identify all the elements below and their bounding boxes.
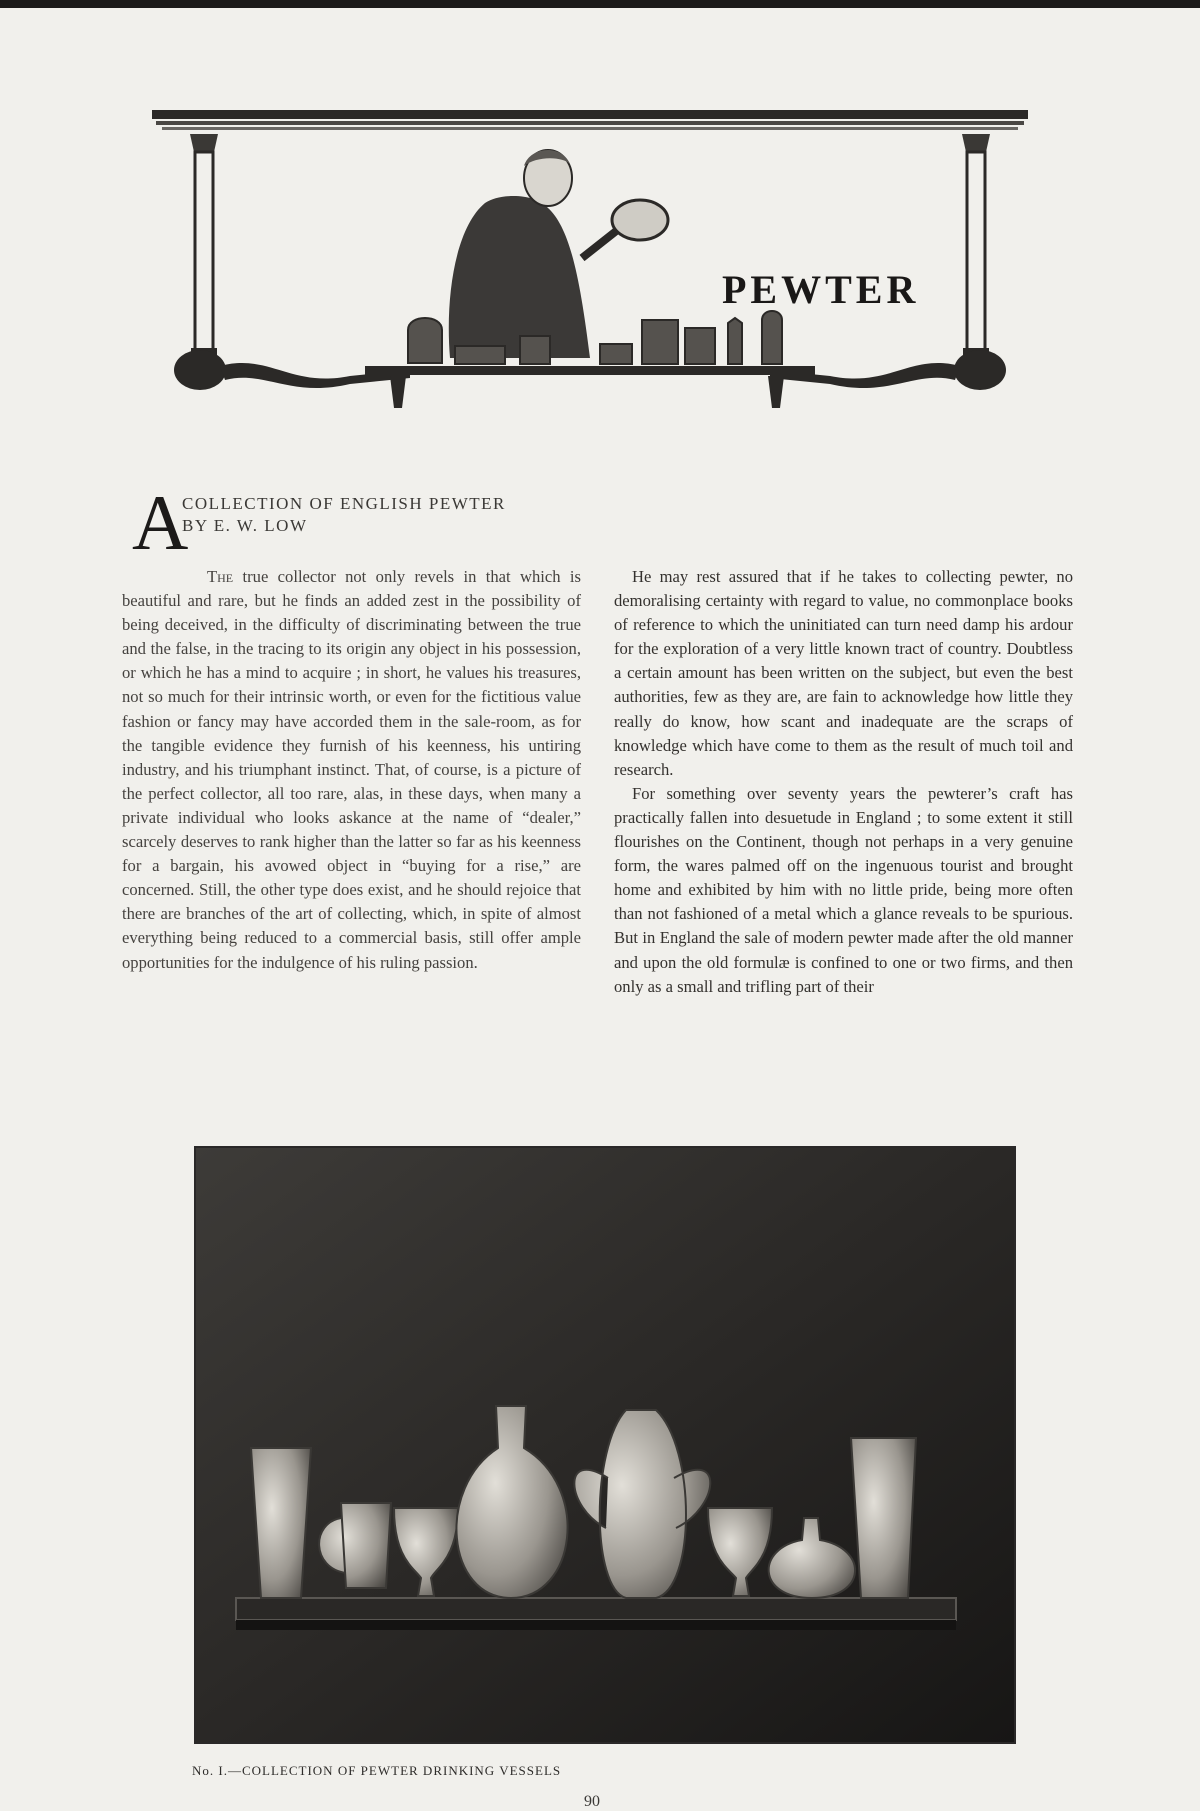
shelf-bracket-left <box>390 376 406 408</box>
text-column-left <box>122 565 581 975</box>
cornice-top <box>152 110 1028 119</box>
page-top-edge <box>0 0 1200 8</box>
drop-cap: A <box>132 479 189 566</box>
right-column <box>962 134 990 358</box>
photo-shelf-edge <box>236 1620 956 1630</box>
heading-byline: BY E. W. LOW <box>182 516 308 535</box>
paragraph: For something over seventy years the pewterer’s craft has practically fallen into desuetude in England ; to some extent it still flourishes on the Continent, though not perhaps in a very genuine form, the wares palmed off on the ingenuous tourist and brought home and exhibited by him with no little pride, being more often than not fashioned of a metal which a glance reveals to be spurious. But in England the sale of modern pewter made after the old manner and upon the old formulæ is confined to one or two firms, and then only as a small and trifling part of their <box>614 783 1073 996</box>
paragraph: He may rest assured that if he takes to collecting pewter, no demoralising certainty with regard to value, no commonplace books of reference to which the uninitiated can turn need damp his ardour for the exploration of a very little known tract of country. Doubtless a certain amount has been written on the subject, but even the best authorities, few as they are, are fain to acknowledge how little they really do know, how scant and inadequate are the scraps of knowledge which have come to them as the result of much toil and research. <box>614 567 1073 779</box>
pewter-vessels-photo <box>196 1148 1014 1742</box>
heading-title-line: COLLECTION OF ENGLISH PEWTER <box>182 494 506 513</box>
headpiece-title: PEWTER <box>722 267 920 312</box>
cornice-band <box>156 121 1024 125</box>
cornice-fillet <box>162 127 1018 130</box>
paragraph-body: true collector not only revels in that which is beautiful and rare, but he finds an added zest in the possibility of being deceived, in the difficulty of discriminating between the true and the false, in the tracing to its origin any object in his possession, or which he has a mind to acquire ; in short, he values his treasures, not so much for their intrinsic worth, or even for the fictitious value fashion or fancy may have accorded them in the sale-room, as for the tangible evidence they furnish of his keenness, his untiring industry, and his triumphant instinct. That, of course, is a picture of the perfect collector, all too rare, alas, in these days, when many a private individual who looks askance at the name of “dealer,” scarcely deserves to rank higher than the latter so far as his keenness for a bargain, his avowed object in “buying for a rise,” are concerned. Still, the other type does exist, and he should rejoice that there are branches of the art of collecting, which, in spite of almost everything being reduced to a commercial basis, still offer ample opportunities for the indulgence of his ruling passion. <box>122 567 581 972</box>
photo-plate <box>194 1146 1016 1744</box>
headpiece-illustration <box>150 108 1030 428</box>
paragraph <box>122 565 581 975</box>
collector-figure <box>449 150 668 358</box>
lead-in: The <box>207 567 234 586</box>
text-column-right <box>614 565 1073 999</box>
plate-caption: No. I.—COLLECTION OF PEWTER DRINKING VESSELS <box>192 1763 562 1778</box>
tall-beaker-right <box>851 1438 916 1598</box>
left-column <box>190 134 218 358</box>
page-number: 90 <box>584 1793 600 1810</box>
tall-beaker-left <box>251 1448 311 1598</box>
shelf <box>365 366 815 375</box>
shelf-bracket-right <box>768 376 784 408</box>
photo-shelf <box>236 1598 956 1620</box>
